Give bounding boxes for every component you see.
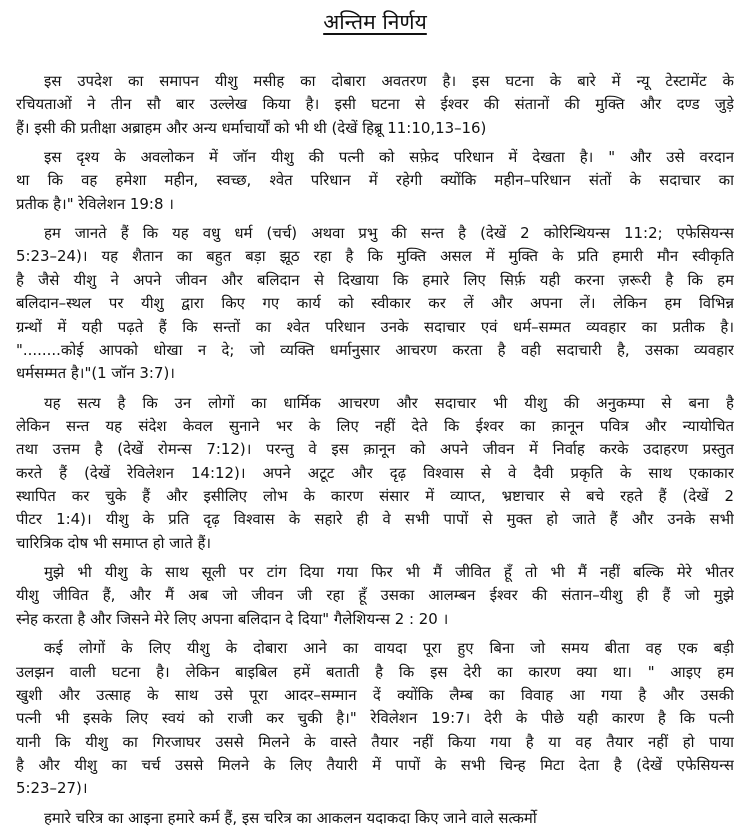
paragraph-line: कई लोगों के लिए यीशु के दोबारा आने का वायदा पूरा हुए बिना जो समय बीता वह एक बड़ी (44, 639, 734, 658)
paragraph-line: पीटर 1:4)। यीशु के प्रति दृढ़ विश्वास के सहारे ही वे सभी पापों से मुक्त हो जाते हैं और उनके सभी (16, 510, 734, 529)
paragraph-line: पत्नी भी इसके लिए स्वयं को राजी कर चुकी है।" रेविलेशन 19:7। देरी के पीछे यही कारण है कि पत्नी (16, 709, 734, 728)
paragraph-line: लेकिन सन्त यह संदेश केवल सुनाने भर के लिए नहीं देते कि ईश्वर का क़ानून पवित्र और न्यायोचित (16, 416, 734, 435)
paragraph-line: बलिदान–स्थल पर यीशु द्वारा किए गए कार्य को स्वीकार कर लें और अपना लें। लेकिन हम विभिन्न (16, 294, 734, 313)
paragraph-line: 5:23–24)। यह शैतान का बहुत बड़ा झूठ रहा है कि मुक्ति असल में मुक्ति के प्रति हमारी मौन स्वीकृति (16, 247, 734, 266)
paragraph-line: 5:23–27)। (16, 779, 88, 798)
paragraph-line: हैं। इसी की प्रतीक्षा अब्राहम और अन्य धर्माचार्यों को भी थी (देखें हिब्रू 11:10,13–16) (16, 118, 487, 137)
paragraph-line: इस उपदेश का समापन यीशु मसीह का दोबारा अवतरण है। इस घटना के बारे में न्यू टेस्टामेंट के (44, 72, 734, 90)
paragraph-line: प्रतीक है।" रेविलेशन 19:8 । (16, 194, 174, 213)
paragraph-line: है जैसे यीशु ने अपने जीवन और बलिदान से दिखाया कि हमारे लिए सिर्फ़ यही करना ज़रूरी है कि हम (16, 270, 734, 289)
paragraph-line: यानी कि यीशु का गिरजाघर उससे मिलने के वास्ते तैयार नहीं किया गया है या वह तैयार नहीं हो पाया (16, 732, 734, 751)
paragraph-line: हमारे चरित्र का आइना हमारे कर्म हैं, इस चरित्र का आकलन यदाकदा किए जाने वाले सत्कर्मो (44, 808, 537, 827)
paragraph-line: रचियताओं ने तीन सौ बार उल्लेख किया है। इसी घटना से ईश्वर की संतानों की मुक्ति और दण्ड जुड़े (16, 95, 734, 114)
paragraph-line: तथा उत्तम है (देखें रोमन्स 7:12)। परन्तु वे इस क़ानून को अपने जीवन में निर्वाह करके उदाहरण प्रस्तुत (16, 440, 734, 459)
paragraph-line: धर्मसम्मत है।"(1 जॉन 3:7)। (16, 364, 175, 383)
paragraph-line: स्थापित कर चुके हैं और इसीलिए लोभ के कारण संसार में व्याप्त, भ्रष्टाचार से बचे रहते हैं (देखें 2 (16, 487, 734, 506)
paragraph-line: करते हैं (देखें रेविलेशन 14:12)। अपने अटूट और दृढ़ विश्वास से वे दैवी प्रकृति के साथ एकाकार (16, 463, 734, 482)
paragraph-line: हम जानते हैं कि यह वधु धर्म (चर्च) अथवा प्रभु की सन्त है (देखें 2 कोरिन्थियन्स 11:2; एफेसियन्स (44, 224, 734, 243)
paragraph-line: "........कोई आपको धोखा न दे; जो व्यक्ति धर्मानुसार आचरण करता है वही सदाचारी है, उसका व्यवहार (16, 340, 734, 359)
paragraph-line: स्नेह करता है और जिसने मेरे लिए अपना बलिदान दे दिया" गैलेशियन्स 2 : 20 । (16, 609, 449, 628)
paragraph-line: चारित्रिक दोष भी समाप्त हो जाते हैं। (16, 533, 212, 552)
paragraph-line: है और यीशु का चर्च उससे मिलने के लिए तैयारी में पापों के सभी चिन्ह मिटा देता है (देखें एफेसियन्स (16, 755, 734, 774)
paragraph-line: यह सत्य है कि उन लोगों का धार्मिक आचरण और सदाचार भी यीशु की अनुकम्पा से बना है (44, 393, 734, 412)
paragraph-line: खुशी और उत्साह के साथ उसे पूरा आदर–सम्मान दें क्योंकि लैम्ब का विवाह आ गया है और उसकी (16, 685, 734, 704)
page-title: अन्तिम निर्णय (323, 10, 427, 34)
paragraph-line: मुझे भी यीशु के साथ सूली पर टांग दिया गया फिर भी मैं जीवित हूँ तो भी मैं नहीं बल्कि मेरे भीतर (44, 563, 734, 582)
paragraph-line: ग्रन्थों में यही पढ़ते हैं कि सन्तों का श्वेत परिधान उनके सदाचार एवं धर्म–सम्मत व्यवहार का प्रतीक है। (16, 317, 734, 336)
paragraph-line: यीशु जीवित हैं, और मैं अब जो जीवन जी रहा हूँ उसका आलम्बन ईश्वर की संतान–यीशु ही हैं जो मुझे (16, 586, 734, 605)
paragraph-line: उलझन वाली घटना है। लेकिन बाइबिल हमें बताती है कि इस देरी का कारण क्या था। " आइए हम (16, 662, 734, 681)
paragraph-line: था कि वह हमेशा महीन, स्वच्छ, श्वेत परिधान में रहेगी क्योंकि महीन–परिधान संतों के सदाचार का (16, 171, 734, 190)
paragraph-line: इस दृश्य के अवलोकन में जॉन यीशु की पत्नी को सफ़ेद परिधान में देखता है। " और उसे वरदान (44, 148, 734, 167)
